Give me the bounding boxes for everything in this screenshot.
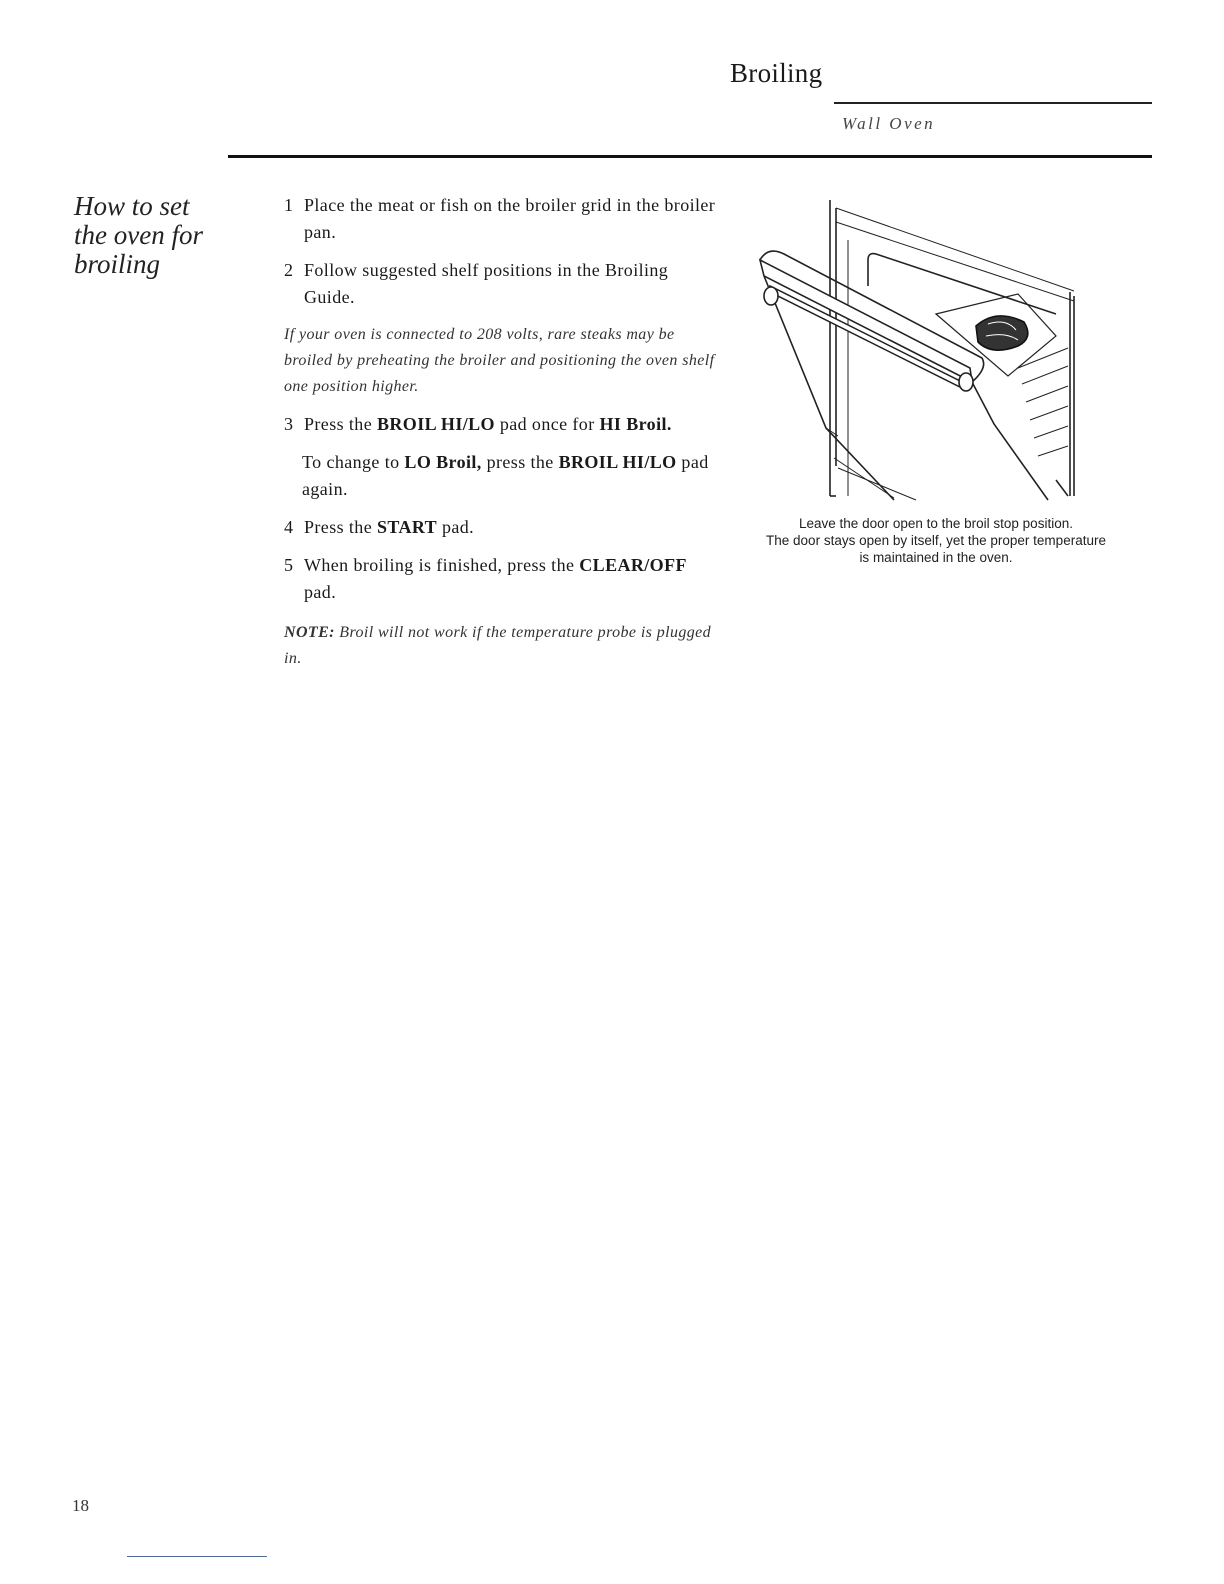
text-run: Press the — [304, 517, 377, 537]
page-title: Broiling — [730, 58, 823, 88]
broil-pad-label: BROIL HI/LO — [377, 414, 495, 434]
step-1 — [284, 192, 720, 246]
instruction-steps — [284, 192, 720, 672]
text-run: pad again. — [302, 452, 709, 499]
step-5 — [284, 552, 720, 606]
section-heading-line-2: the oven for — [74, 220, 203, 250]
footer-divider — [127, 1556, 267, 1557]
figure-caption — [742, 515, 1130, 566]
step-4 — [284, 514, 720, 541]
header-divider — [834, 102, 1152, 104]
text-run: pad. — [304, 582, 337, 602]
start-pad-label: START — [377, 517, 438, 537]
oven-door-drawing — [756, 196, 1096, 506]
oven-door-illustration — [756, 196, 1096, 506]
voltage-note: If your oven is connected to 208 volts, rare steaks may be broiled by preheating the broiler and positioning the oven shelf one position higher. — [284, 326, 715, 395]
step-2 — [284, 257, 720, 311]
step-text — [304, 552, 720, 606]
clear-off-pad-label: CLEAR/OFF — [579, 555, 687, 575]
step-text: Follow suggested shelf positions in the Broiling Guide. — [304, 260, 669, 307]
step-3 — [284, 411, 720, 438]
step-number: 4 — [284, 517, 294, 537]
note-label: NOTE: — [284, 624, 335, 641]
step-number: 1 — [284, 195, 294, 215]
hi-broil-label: HI Broil. — [599, 414, 672, 434]
section-heading-line-1: How to set — [74, 191, 190, 221]
caption-line-2: The door stays open by itself, yet the proper temperature — [766, 533, 1106, 548]
caption-line-1: Leave the door open to the broil stop position. — [799, 516, 1073, 531]
step-text — [304, 514, 720, 541]
lo-broil-label: LO Broil, — [404, 452, 482, 472]
text-run: When broiling is finished, press the — [304, 555, 580, 575]
text-run: Press the — [304, 414, 377, 434]
section-divider — [228, 155, 1152, 158]
page-subtitle: Wall Oven — [842, 114, 936, 133]
step-number: 5 — [284, 555, 294, 575]
caption-line-3: is maintained in the oven. — [859, 550, 1013, 565]
step-3-sub — [302, 449, 720, 503]
text-run: pad. — [437, 517, 475, 537]
step-number: 2 — [284, 260, 294, 280]
text-run: pad once for — [494, 414, 600, 434]
step-text: Place the meat or fish on the broiler grid in the broiler pan. — [304, 195, 716, 242]
text-run: To change to — [302, 452, 405, 472]
text-run: press the — [481, 452, 559, 472]
page-number: 18 — [72, 1496, 89, 1515]
step-number: 3 — [284, 414, 294, 434]
section-heading — [74, 192, 234, 279]
section-heading-line-3: broiling — [74, 249, 161, 279]
broil-pad-label: BROIL HI/LO — [558, 452, 677, 472]
note-text: Broil will not work if the temperature probe is plugged in. — [284, 624, 712, 667]
probe-note — [284, 620, 720, 672]
step-text — [304, 411, 720, 438]
